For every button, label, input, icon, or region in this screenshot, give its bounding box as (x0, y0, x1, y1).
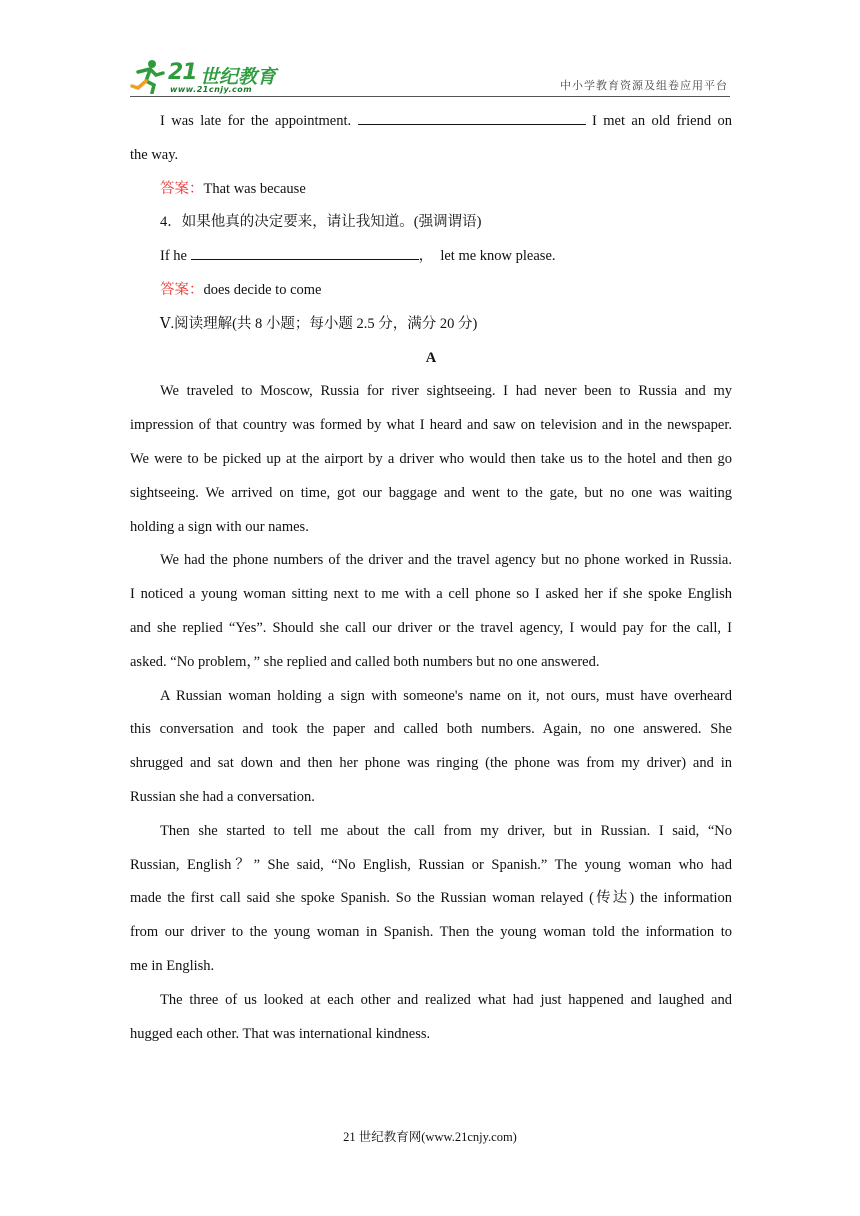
runner-icon (130, 58, 166, 94)
answer-label: 答案： (160, 180, 204, 197)
page-header (130, 56, 730, 97)
passage-line: Russian she had a conversation. (130, 788, 315, 805)
answer-label: 答案： (160, 281, 204, 298)
passage-line: asked. “No problem，” she replied and called both numbers but no one answered. (130, 653, 600, 670)
question-4-prompt: 4．如果他真的决定要来，请让我知道。(强调谓语) (160, 214, 482, 231)
question-3-start: I was late for the appointment. (160, 113, 352, 129)
passage-line: Then she started to tell me about the call from my driver, but in Russian. I said, “No (160, 822, 732, 839)
question-4-answer (130, 274, 732, 308)
passage-line: made the first call said she spoke Spanish. So the Russian woman relayed (传达) the information (130, 890, 732, 907)
logo-text: 世纪教育 (200, 66, 277, 88)
passage-line: this conversation and took the paper and called both numbers. Again, no one answered. She (130, 721, 732, 738)
answer-text: That was because (203, 180, 306, 197)
passage-line: from our driver to the young woman in Spanish. Then the young woman told the information to (130, 924, 732, 941)
passage-line: impression of that country was formed by what I heard and saw on television and in the newspaper. (130, 417, 732, 434)
passage-line: We were to be picked up at the airport by a driver who would then take us to the hotel and then go (130, 450, 732, 467)
question-3-end: I met an old friend on (591, 113, 732, 129)
passage-line: A Russian woman holding a sign with someone's name on it, not ours, must have overheard (160, 687, 732, 704)
passage-line: shrugged and sat down and then her phone was ringing (the phone was from my driver) and in (130, 755, 732, 772)
question-4-blank (191, 249, 419, 260)
header-tagline: 中小学教育资源及组卷应用平台 (560, 79, 728, 92)
page-footer: 21 世纪教育网(www.21cnjy.com) (343, 1130, 517, 1144)
passage-line: I noticed a young woman sitting next to me with a cell phone so I asked her if she spoke English (130, 586, 732, 603)
passage-line: We traveled to Moscow, Russia for river sightseeing. I had never been to Russia and my (160, 383, 732, 400)
passage-line: sightseeing. We arrived on time, got our baggage and went to the gate, but no one was waiting (130, 484, 732, 501)
document-body (130, 105, 732, 1051)
passage-line: and she replied “Yes”. Should she call our driver or the travel agency, I would pay for the call, I (130, 619, 732, 636)
question-3-blank (358, 114, 586, 125)
question-3-continuation: the way. (130, 146, 179, 163)
logo-url: www.21cnjy.com (170, 85, 253, 94)
passage-line: hugged each other. That was international kindness. (130, 1025, 431, 1042)
passage-line: Russian, English？” She said, “No English, Russian or Spanish.” The young woman who had (130, 856, 732, 873)
logo-number: 21 (168, 60, 197, 85)
question-3-line (130, 105, 732, 139)
logo (130, 58, 290, 96)
section-heading: Ⅴ.阅读理解(共 8 小题；每小题 2.5 分，满分 20 分) (160, 315, 478, 332)
question-4-line (130, 240, 732, 274)
question-3-answer (130, 173, 732, 207)
question-4-end: ， let me know please. (418, 248, 556, 265)
passage-label: A (425, 349, 437, 366)
passage-line: The three of us looked at each other and realized what had just happened and laughed and (160, 991, 732, 1008)
answer-text: does decide to come (203, 281, 322, 298)
question-4-start: If he (160, 248, 187, 265)
passage-line: We had the phone numbers of the driver and the travel agency but no phone worked in Russia. (160, 552, 732, 569)
passage-line: holding a sign with our names. (130, 518, 309, 535)
passage-line: me in English. (130, 957, 215, 974)
